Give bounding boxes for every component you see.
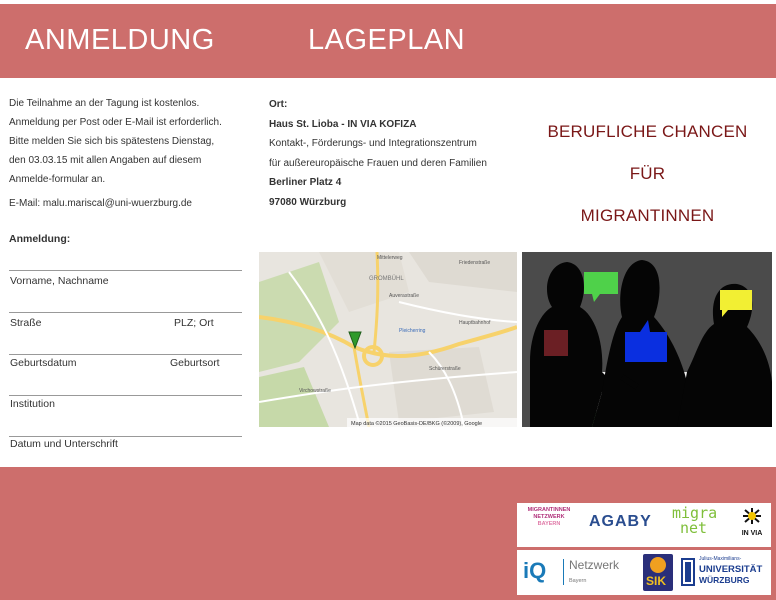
field-line-top <box>9 258 242 271</box>
logo-text: BAYERN <box>537 521 561 527</box>
map-label: Hauptbahnhof <box>459 320 491 326</box>
title-line2: FÜR <box>629 164 666 183</box>
uni-name-line1: UNIVERSITÄT <box>699 564 763 575</box>
field-birthdate-label: Geburtsdatum <box>10 357 77 369</box>
ort-city: 97080 Würzburg <box>269 196 347 208</box>
uni-crest-icon <box>681 558 695 586</box>
sik-emblem-icon <box>650 557 666 573</box>
netzwerk-logo-text: Netzwerk <box>569 558 620 572</box>
intro-line: Bitte melden Sie sich bis spätestens Dienstag, <box>9 136 215 147</box>
migra-net-logo <box>672 506 717 536</box>
agaby-logo: AGABY <box>589 513 652 530</box>
ort-venue: Haus St. Lioba - IN VIA KOFIZA <box>269 118 417 130</box>
field-birth-line <box>9 383 242 396</box>
invia-emblem-icon <box>741 507 763 525</box>
logo-text: NETZWERK <box>533 514 565 520</box>
intro-line: Anmelde-formular an. <box>9 174 106 185</box>
map-label: Friedenstraße <box>459 260 491 266</box>
migrantinnen-netzwerk-logo <box>519 507 579 528</box>
logo-text: MIGRANTINNEN <box>527 507 571 513</box>
map-label: Mittelerweg <box>377 255 403 261</box>
field-birthplace-label: Geburtsort <box>170 357 220 369</box>
intro-line: Anmeldung per Post oder E-Mail ist erforderlich. <box>9 117 222 128</box>
map-label: GROMBÜHL <box>369 276 404 282</box>
title-block <box>530 111 765 237</box>
ort-block <box>269 95 519 212</box>
women-silhouette-illustration <box>522 252 772 427</box>
uni-small-text: Julius-Maximilians- <box>699 556 742 562</box>
iq-logo: iQ <box>523 558 547 583</box>
logo-text: net <box>680 519 708 537</box>
field-institution-label: Institution <box>10 398 55 410</box>
ort-label: Ort: <box>269 99 288 110</box>
map-label: Schürerstraße <box>429 366 461 372</box>
field-name-line <box>9 300 242 313</box>
logo-text: SIK <box>646 574 667 588</box>
title-line3: MIGRANTINNEN <box>580 206 715 225</box>
title-line1: BERUFLICHE CHANCEN <box>547 122 748 141</box>
location-map <box>259 252 517 427</box>
field-signature-label: Datum und Unterschrift <box>10 438 118 450</box>
map-label: Auverastraße <box>389 293 420 299</box>
ort-street: Berliner Platz 4 <box>269 177 342 188</box>
logo-text: IN VIA <box>741 530 763 537</box>
ort-desc2: für außereuropäische Frauen und deren Familien <box>269 157 487 169</box>
field-institution-line <box>9 424 242 437</box>
invia-logo <box>735 507 769 537</box>
map-label: Pleicherring <box>399 328 426 334</box>
form-title: Anmeldung: <box>9 233 71 245</box>
field-street-label: Straße <box>10 317 42 329</box>
logos-row-bottom <box>517 550 771 595</box>
map-label: Virchowstraße <box>299 388 331 394</box>
field-name-label: Vorname, Nachname <box>10 275 109 287</box>
uni-wuerzburg-logo <box>681 554 767 590</box>
bayern-logo-text: Bayern <box>569 578 587 584</box>
map-attribution: Map data ©2015 GeoBasis-DE/BKG (©2009), Google <box>351 421 483 427</box>
email-text: E-Mail: malu.mariscal@uni-wuerzburg.de <box>9 198 192 209</box>
logos-row-top <box>517 503 771 547</box>
sik-logo <box>643 554 673 591</box>
logo-text: migra <box>672 504 718 522</box>
field-zip-label: PLZ; Ort <box>174 317 214 329</box>
uni-name-line2: WÜRZBURG <box>699 575 750 585</box>
ort-desc1: Kontakt-, Förderungs- und Integrationszentrum <box>269 138 477 149</box>
anmeldung-intro <box>9 94 254 189</box>
field-street-line <box>9 342 242 355</box>
iq-divider <box>563 559 564 585</box>
header-lageplan: LAGEPLAN <box>308 24 466 56</box>
header-anmeldung: ANMELDUNG <box>25 24 215 56</box>
intro-line: Die Teilnahme an der Tagung ist kostenlos. <box>9 98 200 109</box>
intro-line: den 03.03.15 mit allen Angaben auf diesem <box>9 155 202 166</box>
